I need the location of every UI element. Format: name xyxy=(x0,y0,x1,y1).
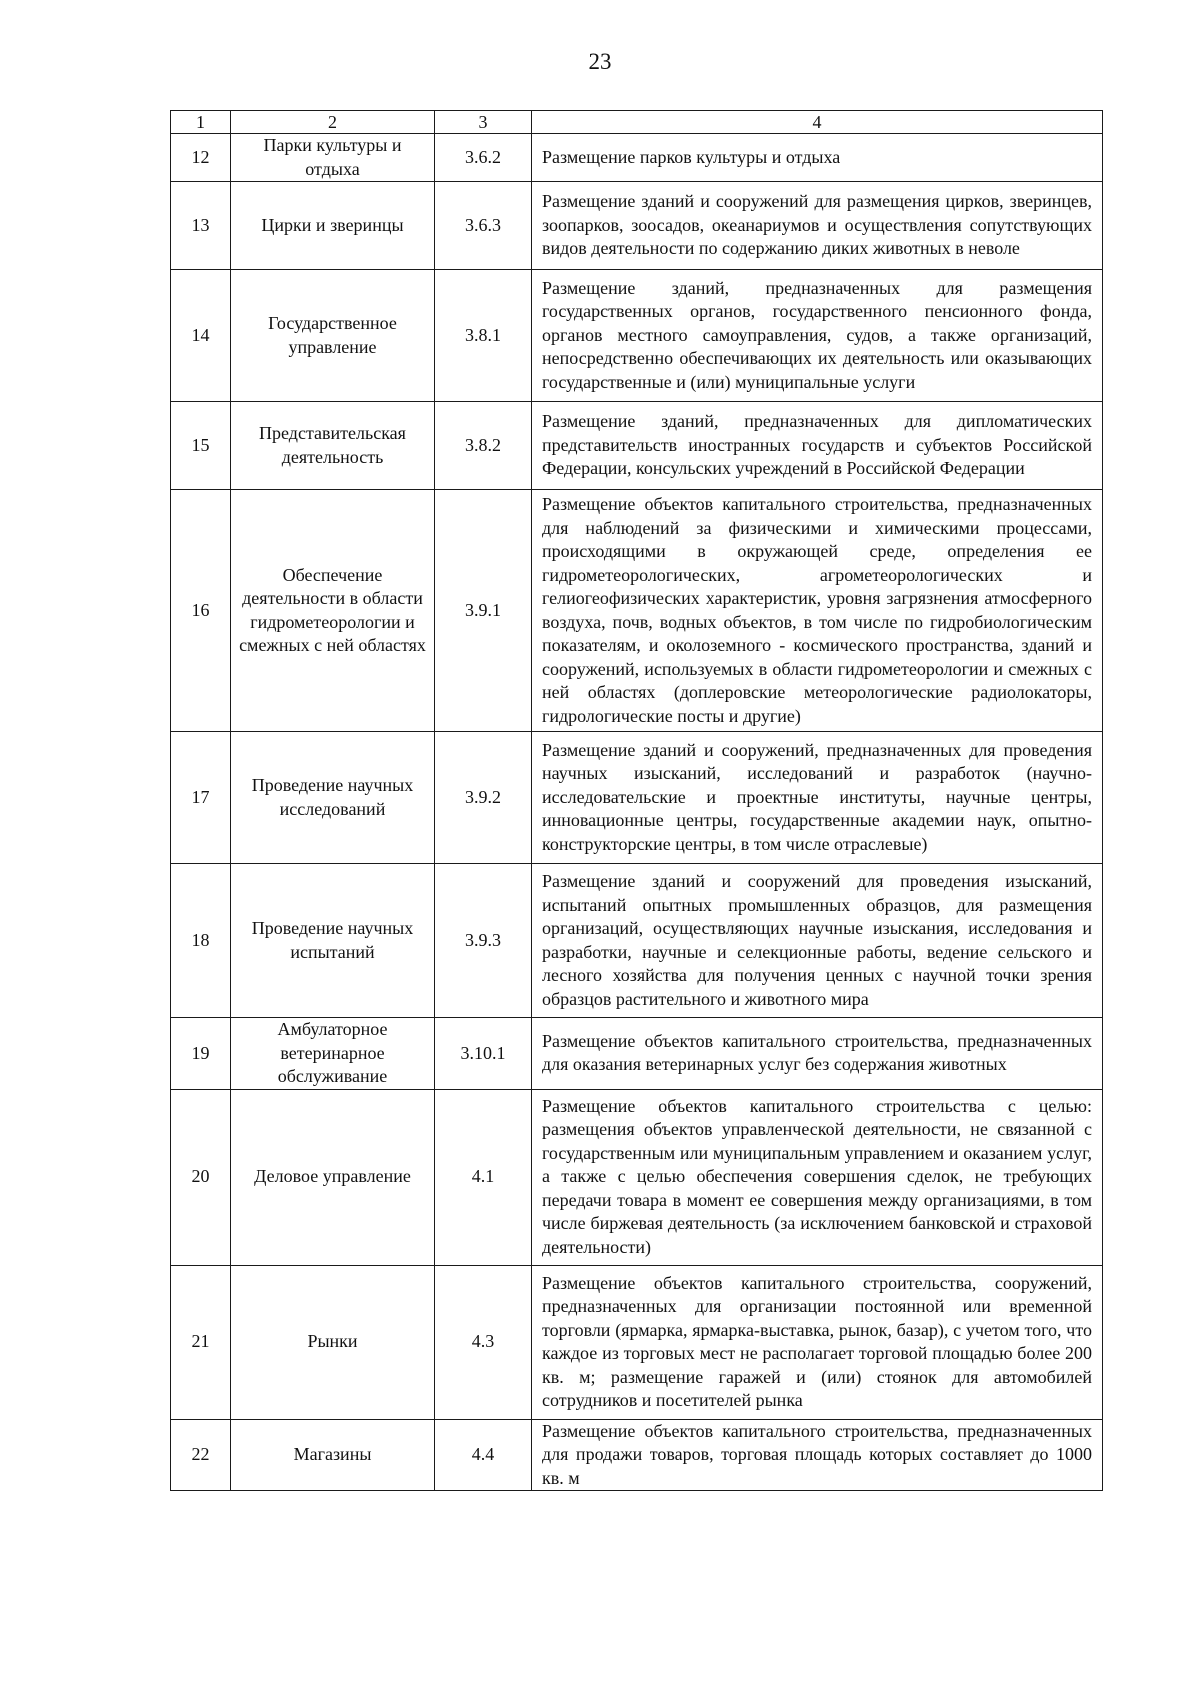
header-row xyxy=(171,111,1103,134)
header-col-1: 1 xyxy=(171,111,231,134)
table-row xyxy=(171,1419,1103,1491)
row-number: 20 xyxy=(171,1089,231,1265)
row-description: Размещение объектов капитального строительства, сооружений, предназначенных для организации постоянной или временной торговли (ярмарка, ярмарка-выставка, рынок, базар), с учетом того, что каждое из торговых мест не располагает торговой площадью более 200 кв. м; размещение гаражей и (или) стоянок для автомобилей сотрудников и посетителей рынка xyxy=(532,1265,1103,1419)
row-number: 22 xyxy=(171,1419,231,1491)
row-number: 17 xyxy=(171,732,231,864)
row-code: 4.1 xyxy=(435,1089,532,1265)
row-description: Размещение парков культуры и отдыха xyxy=(532,134,1103,182)
row-code: 3.9.2 xyxy=(435,732,532,864)
row-number: 21 xyxy=(171,1265,231,1419)
row-code: 3.9.1 xyxy=(435,490,532,732)
land-use-table xyxy=(170,110,1103,1491)
header-col-2: 2 xyxy=(231,111,435,134)
row-name: Цирки и зверинцы xyxy=(231,182,435,270)
table-row xyxy=(171,490,1103,732)
row-description: Размещение зданий, предназначенных для дипломатических представительств иностранных государств и субъектов Российской Федерации, консульских учреждений в Российской Федерации xyxy=(532,402,1103,490)
table-row xyxy=(171,732,1103,864)
row-name: Парки культуры и отдыха xyxy=(231,134,435,182)
row-code: 4.4 xyxy=(435,1419,532,1491)
row-number: 18 xyxy=(171,864,231,1018)
row-name: Обеспечение деятельности в области гидрометеорологии и смежных с ней областях xyxy=(231,490,435,732)
row-code: 3.10.1 xyxy=(435,1018,532,1090)
row-name: Государственное управление xyxy=(231,270,435,402)
row-code: 3.8.1 xyxy=(435,270,532,402)
row-description: Размещение объектов капитального строительства, предназначенных для оказания ветеринарных услуг без содержания животных xyxy=(532,1018,1103,1090)
row-name: Рынки xyxy=(231,1265,435,1419)
row-name: Представительская деятельность xyxy=(231,402,435,490)
row-description: Размещение зданий и сооружений, предназначенных для проведения научных изысканий, исследований и разработок (научно-исследовательские и проектные институты, научные центры, инновационные центры, государственные академии наук, опытно-конструкторские центры, в том числе отраслевые) xyxy=(532,732,1103,864)
header-col-3: 3 xyxy=(435,111,532,134)
table-row xyxy=(171,1018,1103,1090)
row-code: 3.6.3 xyxy=(435,182,532,270)
row-name: Магазины xyxy=(231,1419,435,1491)
table-row xyxy=(171,402,1103,490)
page-number: 23 xyxy=(588,49,612,74)
table-row xyxy=(171,864,1103,1018)
row-code: 3.6.2 xyxy=(435,134,532,182)
row-number: 12 xyxy=(171,134,231,182)
row-name: Деловое управление xyxy=(231,1089,435,1265)
row-description: Размещение объектов капитального строительства, предназначенных для наблюдений за физическими и химическими процессами, происходящими в окружающей среде, определения ее гидрометеорологических, агрометеорологических и гелиогеофизических характеристик, уровня загрязнения атмосферного воздуха, почв, водных объектов, в том числе по гидробиологическим показателям, и околоземного - космического пространства, зданий и сооружений, используемых в области гидрометеорологии и смежных с ней областях (доплеровские метеорологические радиолокаторы, гидрологические посты и другие) xyxy=(532,490,1103,732)
row-description: Размещение объектов капитального строительства с целью: размещения объектов управленческой деятельности, не связанной с государственным или муниципальным управлением и оказанием услуг, а также с целью обеспечения совершения сделок, не требующих передачи товара в момент ее совершения между организациями, в том числе биржевая деятельность (за исключением банковской и страховой деятельности) xyxy=(532,1089,1103,1265)
row-name: Проведение научных испытаний xyxy=(231,864,435,1018)
header-col-4: 4 xyxy=(532,111,1103,134)
table-row xyxy=(171,270,1103,402)
row-code: 3.8.2 xyxy=(435,402,532,490)
row-name: Проведение научных исследований xyxy=(231,732,435,864)
table-body xyxy=(171,134,1103,1491)
table-row xyxy=(171,1265,1103,1419)
row-code: 3.9.3 xyxy=(435,864,532,1018)
row-number: 19 xyxy=(171,1018,231,1090)
row-number: 15 xyxy=(171,402,231,490)
table-row xyxy=(171,182,1103,270)
row-description: Размещение зданий и сооружений для проведения изысканий, испытаний опытных промышленных образцов, для размещения организаций, осуществляющих научные изыскания, исследования и разработки, научные и селекционные работы, ведение сельского и лесного хозяйства для получения ценных с научной точки зрения образцов растительного и животного мира xyxy=(532,864,1103,1018)
table-row xyxy=(171,134,1103,182)
row-name: Амбулаторное ветеринарное обслуживание xyxy=(231,1018,435,1090)
row-number: 16 xyxy=(171,490,231,732)
row-description: Размещение зданий и сооружений для размещения цирков, зверинцев, зоопарков, зоосадов, океанариумов и осуществления сопутствующих видов деятельности по содержанию диких животных в неволе xyxy=(532,182,1103,270)
row-number: 14 xyxy=(171,270,231,402)
row-code: 4.3 xyxy=(435,1265,532,1419)
row-description: Размещение зданий, предназначенных для размещения государственных органов, государственного пенсионного фонда, органов местного самоуправления, судов, а также организаций, непосредственно обеспечивающих их деятельность или оказывающих государственные и (или) муниципальные услуги xyxy=(532,270,1103,402)
row-description: Размещение объектов капитального строительства, предназначенных для продажи товаров, торговая площадь которых составляет до 1000 кв. м xyxy=(532,1419,1103,1491)
table-row xyxy=(171,1089,1103,1265)
table-header xyxy=(171,111,1103,134)
row-number: 13 xyxy=(171,182,231,270)
